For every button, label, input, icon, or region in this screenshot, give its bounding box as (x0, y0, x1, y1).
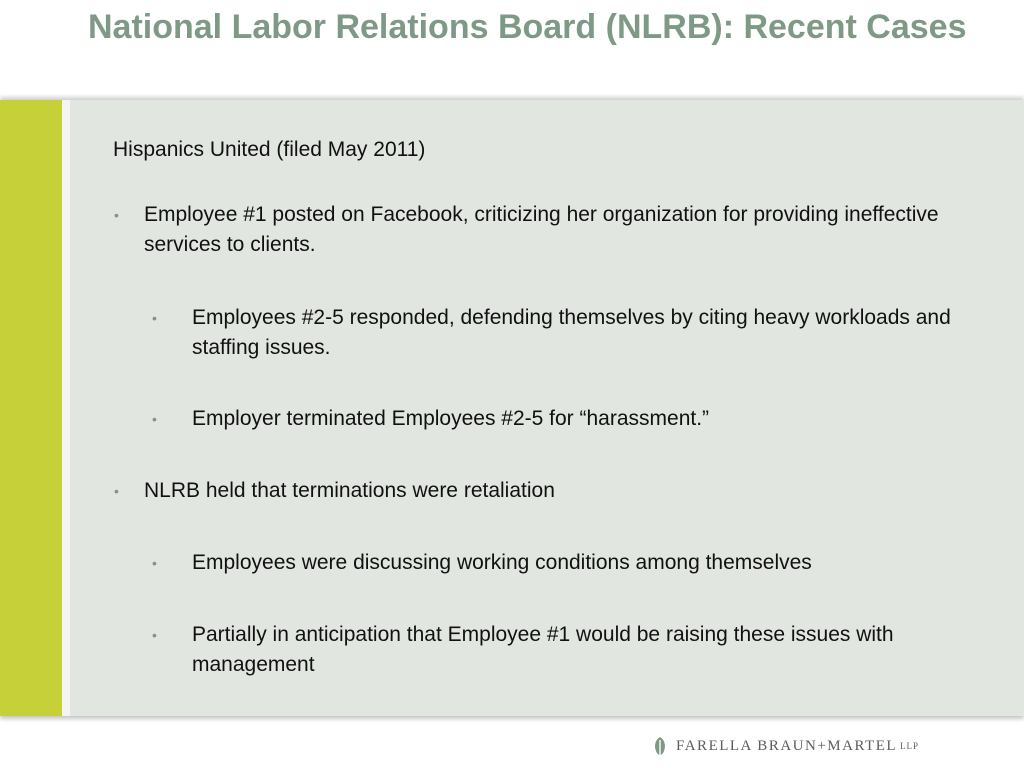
bullet-text: Employee #1 posted on Facebook, criticizing her organization for providing ineffective services to clients. (144, 203, 939, 256)
bullet-text: Partially in anticipation that Employee #1 would be raising these issues with management (192, 623, 894, 676)
accent-bar (0, 100, 62, 716)
bullet-icon: • (152, 627, 157, 643)
company-logo (652, 734, 919, 758)
sub-bullet-item (152, 620, 992, 680)
leaf-icon (652, 736, 668, 756)
bullet-icon: • (152, 411, 157, 427)
bullet-icon: • (114, 207, 119, 223)
bullet-item (114, 476, 984, 506)
bullet-text: NLRB held that terminations were retaliation (144, 479, 555, 502)
bullet-icon: • (114, 483, 119, 499)
bullet-text: Employees were discussing working conditions among themselves (192, 551, 812, 574)
bullet-icon: • (152, 555, 157, 571)
sub-bullet-item (152, 303, 992, 363)
sub-bullet-item (152, 548, 992, 578)
logo-suffix: LLP (900, 741, 920, 751)
accent-divider (62, 100, 70, 716)
logo-wordmark: FARELLA BRAUN+MARTEL (676, 737, 898, 754)
bullet-item (114, 200, 984, 260)
bullet-text: Employer terminated Employees #2-5 for “harassment.” (192, 407, 710, 430)
sub-bullet-item (152, 404, 992, 434)
case-subtitle: Hispanics United (filed May 2011) (113, 138, 426, 161)
bullet-icon: • (152, 310, 157, 326)
bullet-text: Employees #2-5 responded, defending themselves by citing heavy workloads and staffing issues. (192, 306, 951, 359)
slide-title: National Labor Relations Board (NLRB): Recent Cases (88, 8, 967, 46)
